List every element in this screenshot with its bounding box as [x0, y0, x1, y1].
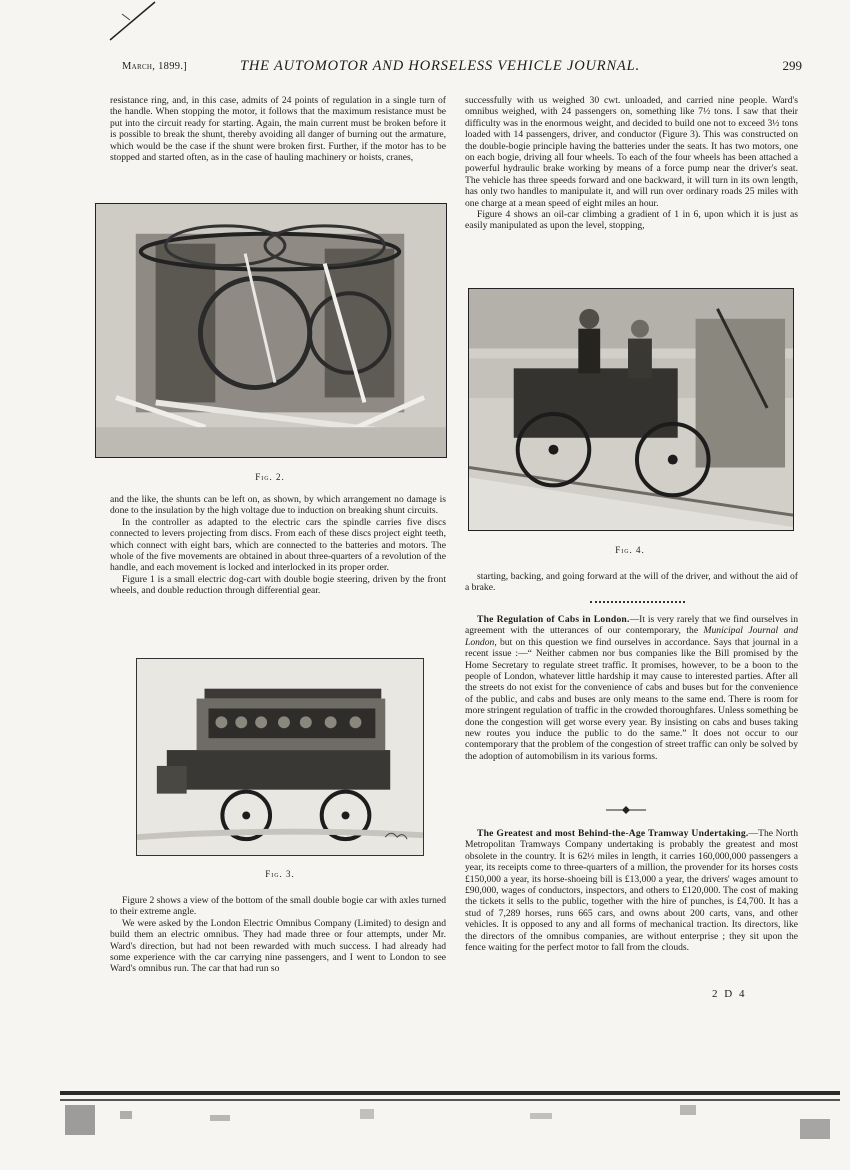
left-column-middle	[110, 494, 446, 597]
tramway-article	[465, 828, 798, 953]
running-header	[122, 58, 802, 78]
figure-2-photo	[95, 203, 447, 458]
left-column-bottom	[110, 895, 446, 975]
paragraph: In the controller as adapted to the electric cars the spindle carries five discs connected to levers projecting from discs. From each of these discs project eight teeth, which connect with eight bars, which are connected to the batteries and motors. The whole of the five movements are obtained in about three-quarters of a revolution of the handle, and each movement is locked and interlocked in its proper order.	[110, 516, 446, 574]
page-number: 299	[782, 58, 802, 73]
paragraph: resistance ring, and, in this case, admits of 24 points of regulation in a single turn of the handle. When stopping the motor, it follows that the maximum resistance must be put into the circuit ready for starting. Again, the main current must be broken before it is possible to break the shunt, thereby avoiding all danger of burning out the armature, which would be the case if the shunt were broken first. Further, if the motor has to be stopped and started often, as in the case of hauling machinery or hoists, cranes,	[110, 95, 446, 164]
paragraph: and the like, the shunts can be left on, as shown, by which arrangement no damage is done to the insulation by the high voltage due to induction on breaking shunt circuits.	[110, 494, 446, 517]
article-lead: —It is very rarely that we find ourselves in agreement with the utterances of our contemporary, the	[465, 614, 798, 637]
paragraph: starting, backing, and going forward at the will of the driver, and without the aid of a brake.	[465, 571, 798, 594]
paragraph: Figure 1 is a small electric dog-cart with double bogie steering, driven by the front wheels, and double reduction through differential gear.	[110, 573, 446, 597]
scan-noise-strip	[60, 1085, 840, 1155]
paragraph: Figure 4 shows an oil-car climbing a gradient of 1 in 6, upon which it is just as easily manipulated as upon the level, stopping,	[465, 209, 798, 232]
figure-4-caption: Fig. 4.	[615, 545, 645, 555]
paragraph: We were asked by the London Electric Omnibus Company (Limited) to design and build them an electric omnibus. They had made three or four attempts, under Mr. Ward's direction, but had not been rewarded with much success. I had already had some experience with the car carrying nine passengers, and I went to London to see Ward's omnibus run. The car that had run so	[110, 917, 446, 975]
figure-2-caption: Fig. 2.	[255, 472, 285, 482]
article-body: but on this question we find ourselves in accordance. Says that journal in a recent issue :—“ Neither cabmen nor bus companies like the Bill promised by the Home Secretary to regulate street traffic. It promises, however, to be a boon to the people of London, whatever little hardship it may cause to interested parties. After all the streets do not exist for the convenience of cabs and buses but for the convenience of the public, and cabs and buses are only means to the same end. There is room for more stringent regulation of traffic in the crowded thoroughfares. Unless something be done the congestion will get worse every year. By insisting on cabs and buses taking new routes you induce the public to do the same.” It does not occur to our contemporary that the problem of the congestion of street traffic can only be solved by the adoption of automobilism in its various forms.	[465, 636, 798, 762]
cabs-article	[465, 614, 798, 762]
journal-reference: Municipal Journal and London,	[465, 625, 799, 648]
figure-4-photo	[468, 288, 794, 531]
journal-title: THE AUTOMOTOR AND HORSELESS VEHICLE JOURNAL.	[240, 58, 640, 74]
left-column-top	[110, 95, 446, 163]
figure-3-caption: Fig. 3.	[265, 869, 295, 879]
article-body: —The North Metropolitan Tramways Company undertaking is probably the greatest and most obsolete in the country. It is 62½ miles in length, it carries 160,000,000 passengers a year, its receipts come to three-quarters of a million, the provender for its horses costs £150,000 a year, its horse-shoeing bill is £13,000 a year, the drivers' wages amount to £90,000, wages of conductors, inspectors, and others to £120,000. The cost of making the tickets it sells to the public, together with the hire of punches, is £4,700. It has a stud of 7,289 horses, runs 665 cars, and owns about 200 carts, vans, and other vehicles. It is opposed to any and all forms of mechanical traction. Its directors, like the directors of the omnibus companies, are without enterprise ; they sit upon the fence waiting for the perfect motor to fall from the clouds.	[465, 828, 798, 954]
right-column-middle	[465, 571, 798, 594]
figure-3-photo	[136, 658, 424, 856]
issue-date: March, 1899.]	[122, 61, 188, 72]
signature-mark: 2 D 4	[712, 988, 747, 1000]
article-heading: The Greatest and most Behind-the-Age Tramway Undertaking.	[477, 828, 749, 839]
section-rule	[590, 598, 685, 603]
section-divider	[606, 804, 646, 819]
scan-corner-mark	[100, 0, 160, 45]
article-heading: The Regulation of Cabs in London.	[477, 614, 630, 625]
paragraph: Figure 2 shows a view of the bottom of the small double bogie car with axles turned to their extreme angle.	[110, 895, 446, 918]
paragraph: successfully with us weighed 30 cwt. unloaded, and carried nine people. Ward's omnibus weighed, with 24 passengers on, something like 7½ tons. I saw that their difficulty was in the enormous weight, and decided to build one not to exceed 3½ tons loaded with 14 passengers, driver, and conductor (Figure 3). This was constructed on the double-bogie principle having the batteries under the seats. It has two motors, one on each bogie, driving all four wheels. To each of the four wheels has been attached a powerful hydraulic brake working by means of a force pump near the driver's seat. The vehicle has three speeds forward and one backward, it will turn in its own length, has only two handles to manipulate it, and will run over ordinary roads 25 miles with one charge at a mean speed of eight miles an hour.	[465, 95, 798, 209]
right-column-top	[465, 95, 798, 232]
